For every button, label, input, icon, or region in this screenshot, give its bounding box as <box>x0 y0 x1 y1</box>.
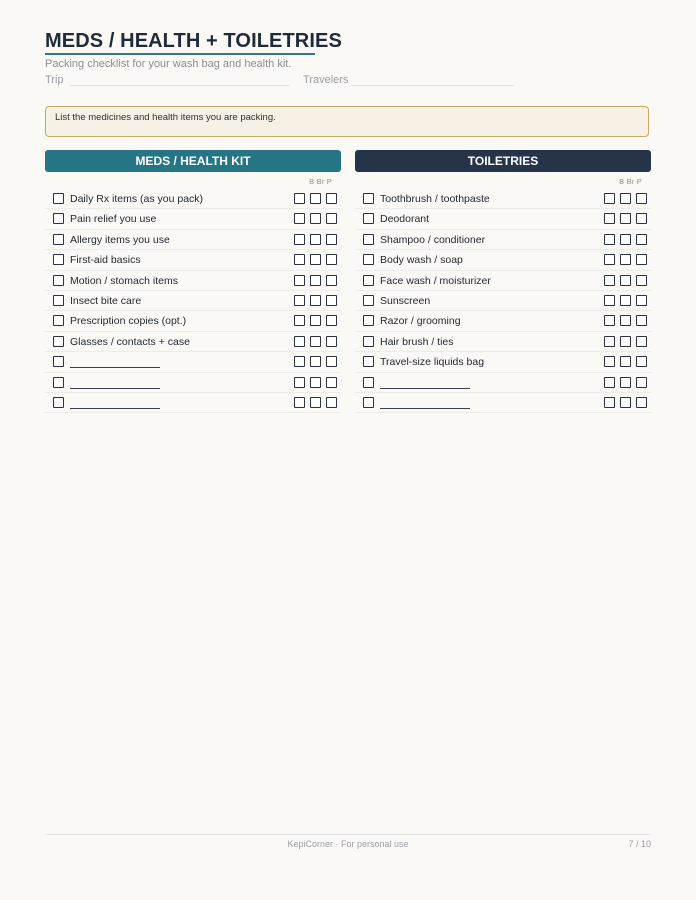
item-checkbox[interactable] <box>53 254 64 265</box>
footer-text: KepiCorner · For personal use <box>287 839 409 849</box>
meds-health-list <box>45 189 341 413</box>
meds-health-heading: MEDS / HEALTH KIT <box>45 150 341 172</box>
checklist-row <box>355 373 651 393</box>
item-checkbox[interactable] <box>363 397 374 408</box>
bag-br-checkbox[interactable] <box>310 315 321 326</box>
bag-br-checkbox[interactable] <box>620 336 631 347</box>
item-label: Allergy items you use <box>70 233 170 246</box>
instruction-note <box>45 106 649 137</box>
item-checkbox[interactable] <box>53 377 64 388</box>
bag-br-checkbox[interactable] <box>620 275 631 286</box>
bag-p-checkbox[interactable] <box>326 234 337 245</box>
bag-b-checkbox[interactable] <box>294 336 305 347</box>
bag-br-checkbox[interactable] <box>310 356 321 367</box>
bag-b-checkbox[interactable] <box>294 254 305 265</box>
item-checkbox[interactable] <box>363 336 374 347</box>
bag-br-checkbox[interactable] <box>620 315 631 326</box>
checklist-row <box>45 393 341 413</box>
bag-b-checkbox[interactable] <box>604 336 615 347</box>
bag-p-checkbox[interactable] <box>326 377 337 388</box>
checklist-row <box>355 209 651 229</box>
trip-input-line[interactable] <box>69 85 289 86</box>
bag-b-checkbox[interactable] <box>604 213 615 224</box>
bag-b-checkbox[interactable] <box>604 315 615 326</box>
bag-p-checkbox[interactable] <box>636 397 647 408</box>
meds-health-column <box>45 150 341 348</box>
bag-b-checkbox[interactable] <box>294 193 305 204</box>
bag-p-checkbox[interactable] <box>326 193 337 204</box>
item-checkbox[interactable] <box>363 295 374 306</box>
bag-p-checkbox[interactable] <box>636 275 647 286</box>
item-checkbox[interactable] <box>363 193 374 204</box>
bag-b-checkbox[interactable] <box>294 377 305 388</box>
checklist-row <box>45 250 341 270</box>
item-checkbox[interactable] <box>363 213 374 224</box>
item-checkbox[interactable] <box>363 315 374 326</box>
item-checkbox[interactable] <box>53 275 64 286</box>
bag-br-checkbox[interactable] <box>620 356 631 367</box>
bag-columns-legend: B Br P <box>619 177 642 186</box>
toiletries-list <box>355 189 651 413</box>
bag-br-checkbox[interactable] <box>310 275 321 286</box>
bag-p-checkbox[interactable] <box>636 254 647 265</box>
item-checkbox[interactable] <box>363 254 374 265</box>
bag-b-checkbox[interactable] <box>294 295 305 306</box>
travelers-label: Travelers <box>303 74 349 86</box>
item-checkbox[interactable] <box>53 295 64 306</box>
item-checkbox[interactable] <box>53 397 64 408</box>
checklist-row <box>355 250 651 270</box>
bag-br-checkbox[interactable] <box>310 295 321 306</box>
bag-br-checkbox[interactable] <box>310 397 321 408</box>
item-label: Glasses / contacts + case <box>70 335 190 348</box>
item-label: Pain relief you use <box>70 213 157 226</box>
blank-item-line[interactable] <box>70 367 160 368</box>
item-label: Prescription copies (opt.) <box>70 315 187 328</box>
bag-b-checkbox[interactable] <box>294 315 305 326</box>
checklist-row <box>355 291 651 311</box>
checklist-row <box>45 209 341 229</box>
bag-b-checkbox[interactable] <box>604 397 615 408</box>
item-label: Face wash / moisturizer <box>380 274 491 287</box>
bag-br-checkbox[interactable] <box>620 213 631 224</box>
checklist-row <box>355 271 651 291</box>
blank-item-line[interactable] <box>380 408 470 409</box>
bag-b-checkbox[interactable] <box>294 234 305 245</box>
instruction-text: List the medicines and health items you are packing. <box>55 112 276 123</box>
bag-br-checkbox[interactable] <box>620 377 631 388</box>
bag-br-checkbox[interactable] <box>620 295 631 306</box>
bag-p-checkbox[interactable] <box>636 213 647 224</box>
bag-p-checkbox[interactable] <box>636 356 647 367</box>
item-checkbox[interactable] <box>53 356 64 367</box>
item-label: Insect bite care <box>70 294 142 307</box>
blank-item-line[interactable] <box>380 388 470 389</box>
bag-b-checkbox[interactable] <box>294 356 305 367</box>
item-checkbox[interactable] <box>53 234 64 245</box>
item-checkbox[interactable] <box>363 377 374 388</box>
item-label: Body wash / soap <box>380 254 463 267</box>
bag-b-checkbox[interactable] <box>294 397 305 408</box>
bag-b-checkbox[interactable] <box>604 234 615 245</box>
page-subtitle: Packing checklist for your wash bag and health kit. <box>45 58 292 70</box>
checklist-row <box>45 373 341 393</box>
item-label: Sunscreen <box>380 294 431 307</box>
checklist-row <box>45 230 341 250</box>
trip-field[interactable] <box>45 74 64 86</box>
bag-br-checkbox[interactable] <box>310 213 321 224</box>
item-checkbox[interactable] <box>53 336 64 347</box>
bag-p-checkbox[interactable] <box>636 315 647 326</box>
trip-label: Trip <box>45 74 64 86</box>
bag-br-checkbox[interactable] <box>620 254 631 265</box>
toiletries-heading: TOILETRIES <box>355 150 651 172</box>
bag-columns-legend: B Br P <box>309 177 332 186</box>
item-label: Deodorant <box>380 213 430 226</box>
bag-p-checkbox[interactable] <box>636 377 647 388</box>
bag-p-checkbox[interactable] <box>636 193 647 204</box>
checklist-row <box>355 189 651 209</box>
item-checkbox[interactable] <box>363 275 374 286</box>
item-label: Travel-size liquids bag <box>380 356 485 369</box>
travelers-field[interactable] <box>303 74 348 86</box>
bag-p-checkbox[interactable] <box>326 397 337 408</box>
bag-p-checkbox[interactable] <box>326 213 337 224</box>
item-checkbox[interactable] <box>53 213 64 224</box>
item-checkbox[interactable] <box>363 234 374 245</box>
bag-br-checkbox[interactable] <box>310 193 321 204</box>
bag-p-checkbox[interactable] <box>326 295 337 306</box>
checklist-row <box>45 352 341 372</box>
checklist-row <box>355 332 651 352</box>
item-checkbox[interactable] <box>53 193 64 204</box>
checklist-row <box>355 311 651 331</box>
checklist-row <box>45 332 341 352</box>
checklist-row <box>45 271 341 291</box>
bag-br-checkbox[interactable] <box>620 397 631 408</box>
bag-b-checkbox[interactable] <box>604 356 615 367</box>
bag-b-checkbox[interactable] <box>604 254 615 265</box>
checklist-row <box>355 393 651 413</box>
page-number: 7 / 10 <box>628 839 651 849</box>
item-label: Hair brush / ties <box>380 335 454 348</box>
item-label: Motion / stomach items <box>70 274 178 287</box>
item-checkbox[interactable] <box>53 315 64 326</box>
item-label: Shampoo / conditioner <box>380 233 486 246</box>
bag-p-checkbox[interactable] <box>636 295 647 306</box>
bag-p-checkbox[interactable] <box>326 254 337 265</box>
checklist-row <box>355 352 651 372</box>
checklist-row <box>355 230 651 250</box>
bag-p-checkbox[interactable] <box>326 275 337 286</box>
checklist-row <box>45 189 341 209</box>
bag-b-checkbox[interactable] <box>294 213 305 224</box>
checklist-row <box>45 311 341 331</box>
bag-p-checkbox[interactable] <box>636 234 647 245</box>
page-title: MEDS / HEALTH + TOILETRIES <box>45 30 342 52</box>
bag-br-checkbox[interactable] <box>620 193 631 204</box>
footer-divider <box>45 834 651 835</box>
toiletries-column <box>355 150 651 369</box>
blank-item-line[interactable] <box>70 408 160 409</box>
bag-p-checkbox[interactable] <box>326 336 337 347</box>
item-label: First-aid basics <box>70 254 141 267</box>
item-checkbox[interactable] <box>363 356 374 367</box>
bag-br-checkbox[interactable] <box>620 234 631 245</box>
bag-b-checkbox[interactable] <box>604 275 615 286</box>
blank-item-line[interactable] <box>70 388 160 389</box>
bag-p-checkbox[interactable] <box>326 356 337 367</box>
bag-p-checkbox[interactable] <box>636 336 647 347</box>
bag-br-checkbox[interactable] <box>310 377 321 388</box>
bag-b-checkbox[interactable] <box>604 193 615 204</box>
item-label: Toothbrush / toothpaste <box>380 193 490 205</box>
bag-br-checkbox[interactable] <box>310 336 321 347</box>
bag-br-checkbox[interactable] <box>310 234 321 245</box>
item-label: Razor / grooming <box>380 315 461 328</box>
bag-b-checkbox[interactable] <box>604 295 615 306</box>
bag-br-checkbox[interactable] <box>310 254 321 265</box>
bag-b-checkbox[interactable] <box>294 275 305 286</box>
item-label: Daily Rx items (as you pack) <box>70 193 204 205</box>
title-underline <box>45 53 315 55</box>
bag-b-checkbox[interactable] <box>604 377 615 388</box>
bag-p-checkbox[interactable] <box>326 315 337 326</box>
travelers-input-line[interactable] <box>352 85 515 86</box>
checklist-row <box>45 291 341 311</box>
